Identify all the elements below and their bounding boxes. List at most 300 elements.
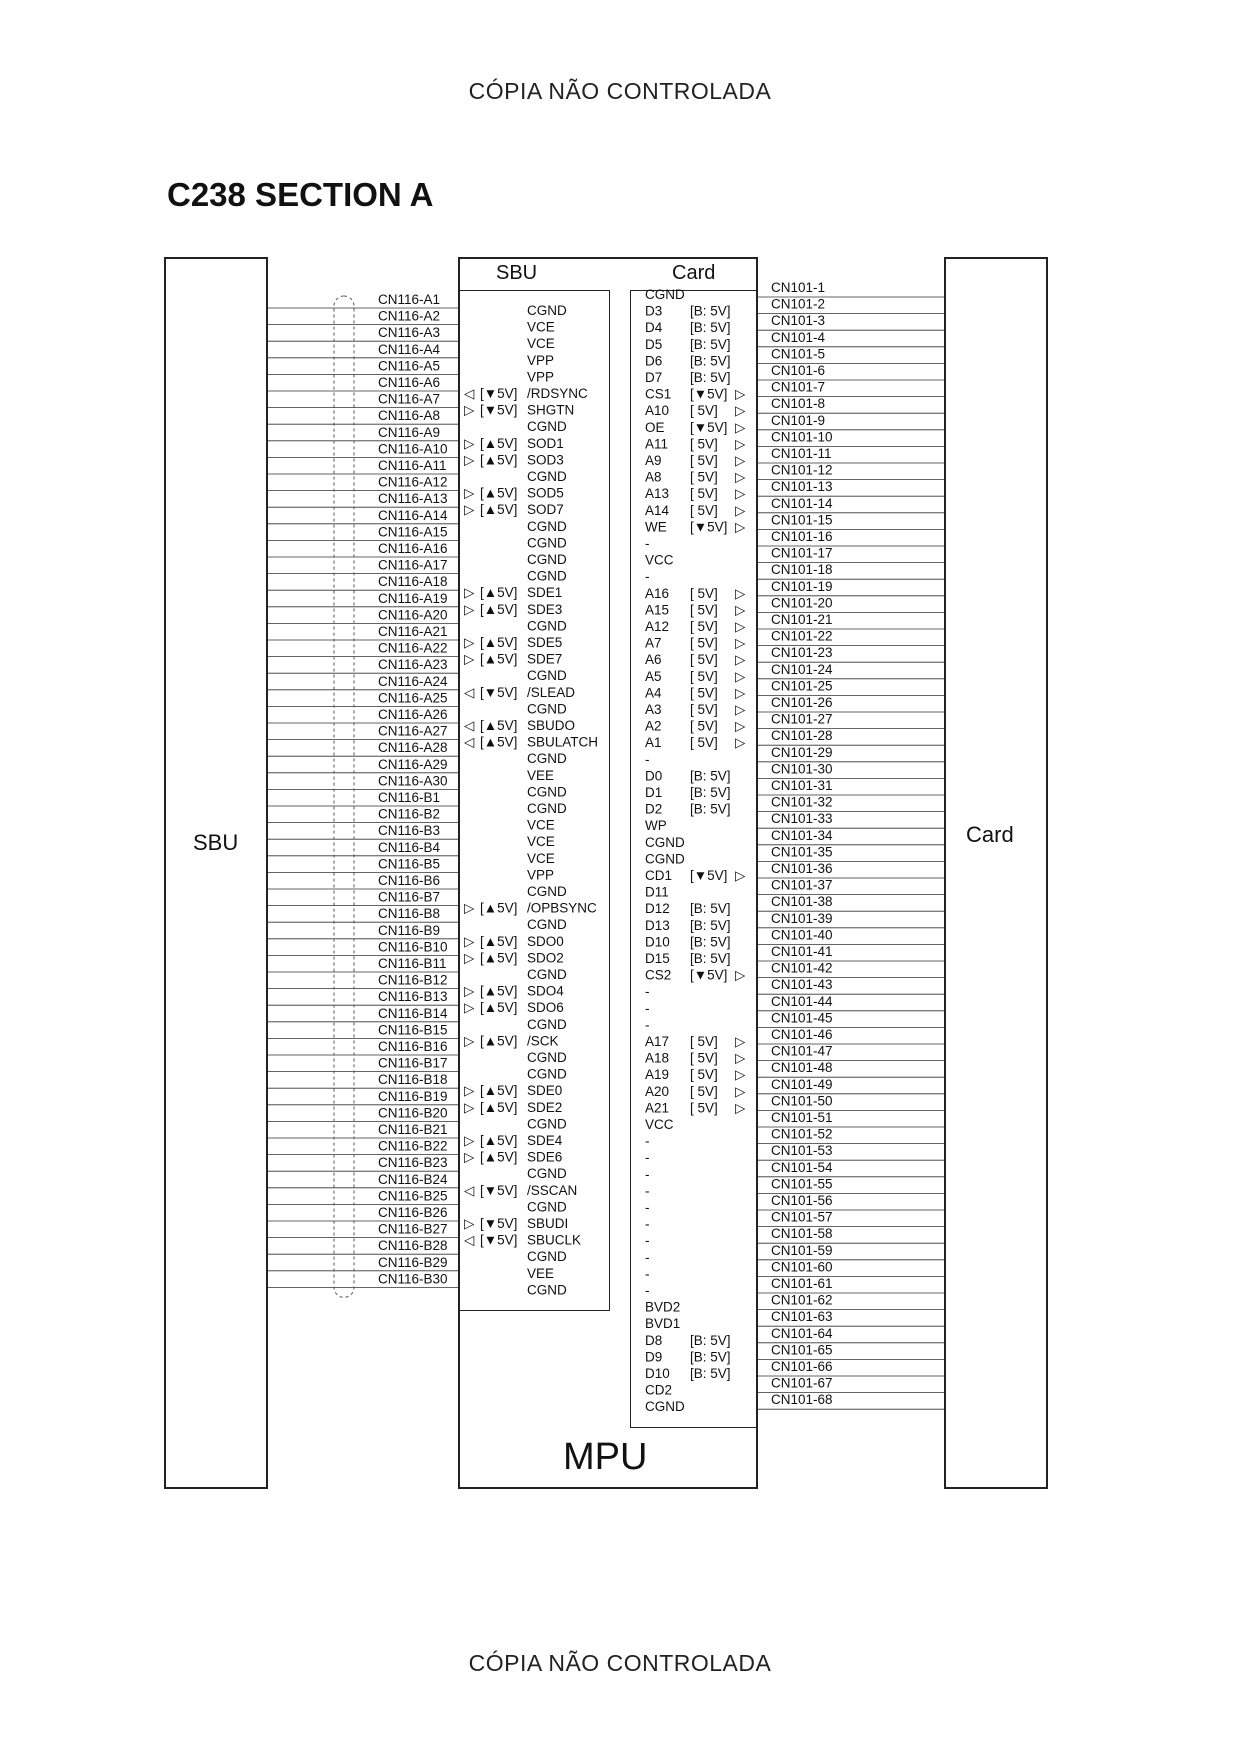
- cn101-pin-label: CN101-68: [771, 1392, 833, 1408]
- signal-direction-icon: ◁: [464, 1232, 475, 1248]
- cn116-pin-label: CN116-A26: [378, 707, 448, 722]
- cn101-pin-label: CN101-24: [771, 661, 833, 677]
- signal-spec: [▼5V]: [480, 684, 518, 700]
- sbu-signal-name: VCE: [527, 336, 555, 352]
- signal-direction-icon: ▷: [735, 419, 746, 435]
- cn101-pin-label: CN101-42: [771, 960, 833, 976]
- card-signal-name: VCC: [645, 1117, 674, 1132]
- cn116-pin-label: CN116-B10: [378, 939, 448, 955]
- signal-direction-icon: ▷: [735, 735, 746, 751]
- card-signal-name: VCC: [645, 552, 674, 568]
- signal-spec: [▲5V]: [480, 1000, 518, 1016]
- signal-spec: [▲5V]: [480, 900, 518, 916]
- mpu-label: MPU: [563, 1436, 648, 1478]
- signal-spec: [▼5V]: [690, 868, 728, 883]
- cn116-pin-label: CN116-B30: [378, 1271, 448, 1287]
- sbu-signal-name: CGND: [527, 1166, 567, 1182]
- signal-direction-icon: ▷: [464, 585, 475, 601]
- cn101-pin-label: CN101-11: [771, 446, 832, 461]
- card-signal-name: -: [645, 751, 650, 767]
- sbu-signal-name: SBUDI: [527, 1216, 569, 1231]
- cn116-pin-label: CN116-A23: [378, 657, 448, 673]
- cn101-pin-label: CN101-60: [771, 1259, 833, 1275]
- signal-spec: [ 5V]: [690, 735, 718, 751]
- signal-spec: [ 5V]: [690, 469, 718, 485]
- sbu-signal-name: SDE4: [527, 1133, 563, 1148]
- card-signal-name: WE: [645, 519, 667, 535]
- card-signal-name: A6: [645, 652, 662, 668]
- cn101-pin-label: CN101-29: [771, 744, 833, 760]
- cn101-pin-label: CN101-23: [771, 645, 833, 661]
- card-signal-name: -: [645, 536, 650, 551]
- signal-spec: [B: 5V]: [690, 951, 731, 966]
- signal-direction-icon: ▷: [735, 967, 746, 983]
- cn101-pin-label: CN101-49: [771, 1076, 833, 1092]
- signal-direction-icon: ▷: [735, 1034, 746, 1049]
- cn101-pin-label: CN101-50: [771, 1093, 833, 1109]
- sbu-unit-label: SBU: [193, 830, 239, 855]
- cn101-pin-label: CN101-32: [771, 794, 833, 810]
- cn116-pin-label: CN116-A11: [378, 458, 447, 473]
- page-title: C238 SECTION A: [167, 176, 434, 213]
- cn101-pin-label: CN101-46: [771, 1027, 833, 1042]
- signal-direction-icon: ▷: [735, 1083, 746, 1099]
- card-signal-name: A2: [645, 718, 662, 734]
- signal-spec: [ 5V]: [690, 685, 718, 701]
- card-signal-name: D10: [645, 934, 670, 950]
- cn116-pin-label: CN116-A17: [378, 557, 448, 573]
- signal-spec: [▲5V]: [480, 435, 518, 451]
- card-signal-name: A9: [645, 453, 662, 468]
- cn116-pin-label: CN116-A1: [378, 292, 441, 307]
- mpu-sbu-header: SBU: [496, 262, 538, 284]
- sbu-signal-name: SDE1: [527, 585, 563, 601]
- card-signal-name: A1: [645, 735, 662, 751]
- card-signal-name: CS1: [645, 386, 672, 402]
- signal-direction-icon: ▷: [464, 1083, 475, 1099]
- card-signal-name: A7: [645, 635, 662, 651]
- signal-spec: [ 5V]: [690, 602, 718, 618]
- signal-direction-icon: ▷: [464, 502, 475, 518]
- sbu-signal-name: SDE0: [527, 1083, 563, 1099]
- cn101-pin-label: CN101-25: [771, 678, 833, 694]
- signal-spec: [ 5V]: [690, 502, 718, 518]
- signal-spec: [B: 5V]: [690, 303, 731, 319]
- card-signal-name: CGND: [645, 287, 685, 302]
- cn116-pin-label: CN116-B19: [378, 1088, 448, 1104]
- card-signal-name: A17: [645, 1034, 670, 1049]
- sbu-signal-name: CGND: [527, 1282, 567, 1298]
- cn116-pin-label: CN116-B3: [378, 823, 441, 839]
- cn101-pin-label: CN101-40: [771, 927, 833, 943]
- card-signal-name: D15: [645, 951, 670, 966]
- signal-spec: [▲5V]: [480, 734, 518, 750]
- cn116-pin-label: CN116-B21: [378, 1122, 448, 1137]
- sbu-signal-name: SOD3: [527, 452, 564, 468]
- signal-direction-icon: ▷: [735, 1100, 746, 1116]
- sbu-signal-name: /SLEAD: [527, 684, 576, 700]
- cn101-pin-label: CN101-6: [771, 363, 826, 378]
- card-signal-name: -: [645, 1017, 650, 1033]
- cn116-pin-label: CN116-A27: [378, 723, 448, 739]
- signal-spec: [▼5V]: [480, 1216, 518, 1231]
- sbu-signal-name: /OPBSYNC: [527, 900, 597, 916]
- sbu-signal-name: CGND: [527, 1249, 567, 1265]
- card-signal-name: D5: [645, 336, 663, 352]
- sbu-signal-name: SDO4: [527, 983, 564, 999]
- cn116-pin-label: CN116-A29: [378, 756, 448, 772]
- cn116-pin-label: CN116-B29: [378, 1254, 448, 1270]
- signal-spec: [ 5V]: [690, 453, 718, 468]
- cn116-pin-label: CN116-A16: [378, 541, 448, 556]
- signal-spec: [▼5V]: [480, 1232, 518, 1248]
- card-signal-name: D11: [645, 884, 669, 900]
- sbu-signal-name: SHGTN: [527, 402, 575, 418]
- cn116-pin-label: CN116-B2: [378, 806, 441, 822]
- cn116-pin-label: CN116-B8: [378, 906, 441, 922]
- cn116-pin-label: CN116-B28: [378, 1238, 448, 1254]
- card-signal-name: D4: [645, 320, 663, 336]
- card-signal-name: -: [645, 1183, 650, 1199]
- sbu-signal-name: /RDSYNC: [527, 386, 588, 401]
- signal-direction-icon: ▷: [735, 585, 746, 601]
- card-unit-label: Card: [966, 822, 1014, 847]
- cn116-pin-label: CN116-B23: [378, 1155, 448, 1171]
- signal-spec: [▲5V]: [480, 651, 518, 667]
- sbu-signal-name: VCE: [527, 319, 555, 335]
- signal-spec: [B: 5V]: [690, 320, 731, 336]
- sbu-signal-name: CGND: [527, 1050, 567, 1065]
- sbu-signal-name: CGND: [527, 1066, 567, 1082]
- cn116-pin-label: CN116-A9: [378, 424, 441, 440]
- cn101-pin-label: CN101-57: [771, 1209, 833, 1225]
- cn101-pin-label: CN101-12: [771, 462, 833, 478]
- sbu-signal-name: CGND: [527, 469, 567, 484]
- sbu-signal-name: VPP: [527, 352, 555, 368]
- signal-spec: [B: 5V]: [690, 785, 731, 800]
- cn101-pin-label: CN101-48: [771, 1060, 833, 1076]
- signal-spec: [ 5V]: [690, 635, 718, 651]
- signal-spec: [▲5V]: [480, 950, 518, 966]
- sbu-signal-name: SBULATCH: [527, 734, 599, 750]
- sbu-signal-name: VPP: [527, 867, 555, 883]
- signal-direction-icon: ▷: [464, 435, 475, 451]
- card-signal-name: D13: [645, 917, 670, 933]
- card-signal-name: -: [645, 1216, 650, 1232]
- signal-direction-icon: ◁: [464, 1182, 475, 1198]
- signal-direction-icon: ▷: [735, 453, 746, 468]
- cn116-pin-label: CN116-B18: [378, 1072, 448, 1088]
- cn101-pin-label: CN101-26: [771, 695, 833, 710]
- cn101-pin-label: CN101-61: [771, 1276, 833, 1291]
- cn116-pin-label: CN116-B11: [378, 956, 447, 971]
- signal-spec: [B: 5V]: [690, 801, 731, 817]
- card-signal-name: A15: [645, 602, 670, 618]
- sbu-signal-name: SBUCLK: [527, 1232, 582, 1248]
- cn101-pin-label: CN101-55: [771, 1176, 833, 1192]
- cn101-pin-label: CN101-30: [771, 761, 833, 777]
- sbu-signal-name: CGND: [527, 751, 567, 767]
- signal-spec: [▲5V]: [480, 585, 518, 601]
- signal-spec: [B: 5V]: [690, 917, 731, 933]
- signal-direction-icon: ▷: [464, 452, 475, 468]
- cn101-pin-label: CN101-17: [771, 545, 833, 561]
- cn101-pin-label: CN101-51: [771, 1110, 833, 1125]
- signal-spec: [B: 5V]: [690, 1366, 731, 1381]
- cn116-pin-label: CN116-A28: [378, 740, 448, 756]
- card-signal-name: CGND: [645, 834, 685, 850]
- cn101-pin-label: CN101-47: [771, 1043, 833, 1059]
- card-signal-name: CGND: [645, 851, 685, 867]
- cn101-pin-label: CN101-41: [771, 944, 833, 959]
- signal-direction-icon: ▷: [464, 601, 475, 617]
- sbu-signal-name: CGND: [527, 668, 567, 684]
- signal-spec: [ 5V]: [690, 436, 718, 452]
- cn116-pin-label: CN116-B5: [378, 856, 441, 872]
- signal-direction-icon: ▷: [464, 635, 475, 650]
- signal-direction-icon: ▷: [735, 635, 746, 651]
- signal-spec: [B: 5V]: [690, 901, 731, 917]
- card-signal-name: A21: [645, 1100, 670, 1116]
- sbu-signal-name: /SSCAN: [527, 1182, 578, 1198]
- signal-spec: [ 5V]: [690, 1034, 718, 1049]
- cn101-pin-label: CN101-37: [771, 877, 833, 893]
- cn116-pin-label: CN116-A13: [378, 491, 448, 507]
- signal-spec: [B: 5V]: [690, 768, 731, 784]
- cn116-pin-label: CN116-B14: [378, 1005, 448, 1021]
- cn116-pin-label: CN116-A24: [378, 673, 448, 689]
- card-signal-name: D10: [645, 1366, 670, 1381]
- sbu-signal-name: SDE6: [527, 1149, 563, 1165]
- cn101-pin-label: CN101-53: [771, 1143, 833, 1159]
- cn101-pin-label: CN101-27: [771, 711, 833, 727]
- sbu-signal-name: CGND: [527, 884, 567, 899]
- card-signal-name: A5: [645, 668, 662, 684]
- sbu-signal-name: CGND: [527, 518, 567, 534]
- signal-spec: [ 5V]: [690, 1100, 718, 1116]
- cn116-pin-label: CN116-A18: [378, 574, 448, 590]
- signal-direction-icon: ▷: [735, 403, 746, 419]
- signal-spec: [ 5V]: [690, 1050, 718, 1066]
- signal-spec: [▲5V]: [480, 635, 518, 650]
- cn101-pin-label: CN101-1: [771, 280, 826, 295]
- card-signal-name: D0: [645, 768, 663, 784]
- cn116-pin-label: CN116-A7: [378, 391, 441, 407]
- cn116-pin-label: CN116-A30: [378, 773, 448, 789]
- page-footer: CÓPIA NÃO CONTROLADA: [468, 1650, 772, 1676]
- cn116-pin-label: CN116-B15: [378, 1022, 448, 1038]
- card-signal-name: A8: [645, 469, 662, 485]
- cn116-pin-label: CN116-A19: [378, 590, 448, 606]
- signal-spec: [▲5V]: [480, 452, 518, 468]
- sbu-signal-name: SDO6: [527, 1000, 564, 1016]
- signal-spec: [ 5V]: [690, 668, 718, 684]
- cn116-pin-label: CN116-B24: [378, 1171, 448, 1187]
- sbu-signal-name: VCE: [527, 817, 555, 833]
- signal-spec: [▲5V]: [480, 1099, 518, 1115]
- card-signal-name: D12: [645, 901, 670, 917]
- sbu-signal-name: SDO2: [527, 950, 564, 966]
- card-signal-name: OE: [645, 419, 665, 435]
- signal-direction-icon: ◁: [464, 386, 475, 401]
- card-signal-name: D8: [645, 1332, 663, 1348]
- signal-direction-icon: ▷: [464, 402, 475, 418]
- signal-spec: [B: 5V]: [690, 1349, 731, 1365]
- cn101-pin-label: CN101-59: [771, 1242, 833, 1258]
- cn101-pin-label: CN101-16: [771, 529, 833, 544]
- cn101-pin-label: CN101-31: [771, 778, 833, 793]
- cn116-pin-label: CN116-A22: [378, 640, 448, 656]
- cn101-pin-label: CN101-33: [771, 811, 833, 827]
- card-signal-name: CGND: [645, 1399, 685, 1415]
- signal-direction-icon: ▷: [735, 1050, 746, 1066]
- sbu-signal-name: CGND: [527, 784, 567, 800]
- signal-spec: [B: 5V]: [690, 934, 731, 950]
- signal-direction-icon: ▷: [735, 386, 746, 402]
- signal-direction-icon: ▷: [735, 469, 746, 485]
- cn101-pin-label: CN101-19: [771, 578, 833, 594]
- signal-spec: [ 5V]: [690, 403, 718, 419]
- sbu-signal-name: CGND: [527, 701, 567, 717]
- card-signal-name: D6: [645, 353, 663, 369]
- cn116-pin-label: CN116-A12: [378, 474, 448, 490]
- signal-direction-icon: ▷: [735, 486, 746, 502]
- signal-direction-icon: ▷: [464, 933, 475, 949]
- cn101-pin-label: CN101-2: [771, 296, 826, 312]
- signal-direction-icon: ▷: [735, 619, 746, 634]
- signal-spec: [ 5V]: [690, 619, 718, 634]
- signal-direction-icon: ▷: [464, 983, 475, 999]
- card-signal-name: A18: [645, 1050, 670, 1066]
- signal-direction-icon: ▷: [464, 1000, 475, 1016]
- sbu-signal-name: SBUDO: [527, 718, 576, 733]
- signal-spec: [▼5V]: [690, 386, 728, 402]
- cn101-pin-label: CN101-56: [771, 1193, 833, 1208]
- cn101-pin-label: CN101-67: [771, 1375, 833, 1391]
- signal-direction-icon: ▷: [735, 436, 746, 452]
- cn101-pin-label: CN101-15: [771, 512, 833, 528]
- signal-direction-icon: ▷: [464, 1149, 475, 1165]
- sbu-signal-name: CGND: [527, 1016, 567, 1032]
- page-header: CÓPIA NÃO CONTROLADA: [468, 78, 772, 104]
- cn101-pin-label: CN101-62: [771, 1292, 833, 1308]
- card-signal-name: -: [645, 1249, 650, 1265]
- signal-direction-icon: ▷: [735, 519, 746, 535]
- card-signal-name: CS2: [645, 967, 672, 983]
- cn101-pin-label: CN101-63: [771, 1309, 833, 1325]
- cn101-pin-label: CN101-35: [771, 844, 833, 860]
- card-signal-name: A10: [645, 403, 670, 419]
- signal-spec: [▲5V]: [480, 1033, 518, 1049]
- cn101-pin-label: CN101-64: [771, 1325, 833, 1341]
- cn101-pin-label: CN101-38: [771, 894, 833, 910]
- signal-spec: [▲5V]: [480, 1133, 518, 1148]
- signal-spec: [ 5V]: [690, 585, 718, 601]
- cn116-pin-label: CN116-A21: [378, 624, 448, 639]
- cn116-pin-label: CN116-B13: [378, 989, 448, 1005]
- signal-spec: [ 5V]: [690, 1067, 718, 1083]
- cn116-pin-label: CN116-A2: [378, 308, 441, 324]
- card-signal-name: -: [645, 1150, 650, 1166]
- cn101-pin-label: CN101-4: [771, 329, 826, 345]
- cn101-pin-label: CN101-3: [771, 313, 826, 329]
- cn101-pin-label: CN101-14: [771, 495, 833, 511]
- signal-spec: [▼5V]: [690, 967, 728, 983]
- cn116-pin-label: CN116-B25: [378, 1188, 448, 1204]
- card-signal-name: -: [645, 1133, 650, 1149]
- signal-spec: [▼5V]: [480, 1182, 518, 1198]
- signal-direction-icon: ▷: [464, 485, 475, 501]
- signal-direction-icon: ▷: [464, 1216, 475, 1231]
- cn116-pin-label: CN116-B4: [378, 839, 441, 855]
- cn116-pin-label: CN116-A8: [378, 408, 441, 424]
- card-signal-name: A12: [645, 619, 670, 634]
- cn101-pin-label: CN101-39: [771, 910, 833, 926]
- signal-spec: [▲5V]: [480, 1149, 518, 1165]
- signal-spec: [B: 5V]: [690, 1332, 731, 1348]
- signal-direction-icon: ▷: [735, 702, 746, 717]
- cn116-pin-label: CN116-A14: [378, 507, 448, 523]
- card-signal-name: A20: [645, 1083, 670, 1099]
- card-signal-name: -: [645, 984, 650, 1000]
- sbu-signal-name: CGND: [527, 568, 567, 584]
- signal-direction-icon: ▷: [464, 900, 475, 916]
- signal-spec: [▼5V]: [690, 519, 728, 535]
- signal-spec: [▲5V]: [480, 933, 518, 949]
- cn101-pin-label: CN101-36: [771, 861, 833, 876]
- signal-spec: [▲5V]: [480, 601, 518, 617]
- cn101-pin-label: CN101-21: [771, 612, 833, 627]
- sbu-signal-name: VEE: [527, 767, 555, 783]
- cn116-pin-label: CN116-B6: [378, 873, 441, 888]
- sbu-signal-name: CGND: [527, 1199, 567, 1215]
- cn101-pin-label: CN101-7: [771, 379, 826, 395]
- signal-spec: [▲5V]: [480, 485, 518, 501]
- cn116-pin-label: CN116-A5: [378, 358, 441, 374]
- signal-spec: [▲5V]: [480, 983, 518, 999]
- card-signal-name: WP: [645, 818, 667, 834]
- cn101-pin-label: CN101-54: [771, 1159, 833, 1175]
- signal-spec: [ 5V]: [690, 652, 718, 668]
- card-signal-name: A13: [645, 486, 670, 502]
- cn101-pin-label: CN101-5: [771, 346, 826, 362]
- cn101-pin-label: CN101-43: [771, 977, 833, 993]
- signal-direction-icon: ▷: [735, 1067, 746, 1083]
- signal-direction-icon: ▷: [735, 602, 746, 618]
- cn116-pin-label: CN116-B26: [378, 1205, 448, 1220]
- sbu-signal-name: SOD7: [527, 502, 564, 518]
- signal-direction-icon: ▷: [735, 668, 746, 684]
- sbu-signal-name: CGND: [527, 917, 567, 933]
- cn101-pin-label: CN101-18: [771, 562, 833, 578]
- signal-spec: [ 5V]: [690, 718, 718, 734]
- signal-direction-icon: ◁: [464, 718, 475, 733]
- card-signal-name: CD1: [645, 868, 673, 883]
- sbu-signal-name: CGND: [527, 1116, 567, 1132]
- sbu-signal-name: CGND: [527, 552, 567, 567]
- card-signal-name: D1: [645, 785, 663, 800]
- cn116-pin-label: CN116-A3: [378, 325, 441, 341]
- cn101-pin-label: CN101-65: [771, 1342, 833, 1358]
- cn116-pin-label: CN116-B20: [378, 1105, 448, 1121]
- card-signal-name: BVD2: [645, 1299, 681, 1315]
- signal-direction-icon: ▷: [735, 868, 746, 883]
- signal-spec: [▲5V]: [480, 1083, 518, 1099]
- cn101-pin-label: CN101-66: [771, 1359, 833, 1374]
- sbu-signal-name: SDE3: [527, 601, 563, 617]
- signal-direction-icon: ▷: [735, 718, 746, 734]
- cn116-pin-label: CN116-B9: [378, 922, 441, 938]
